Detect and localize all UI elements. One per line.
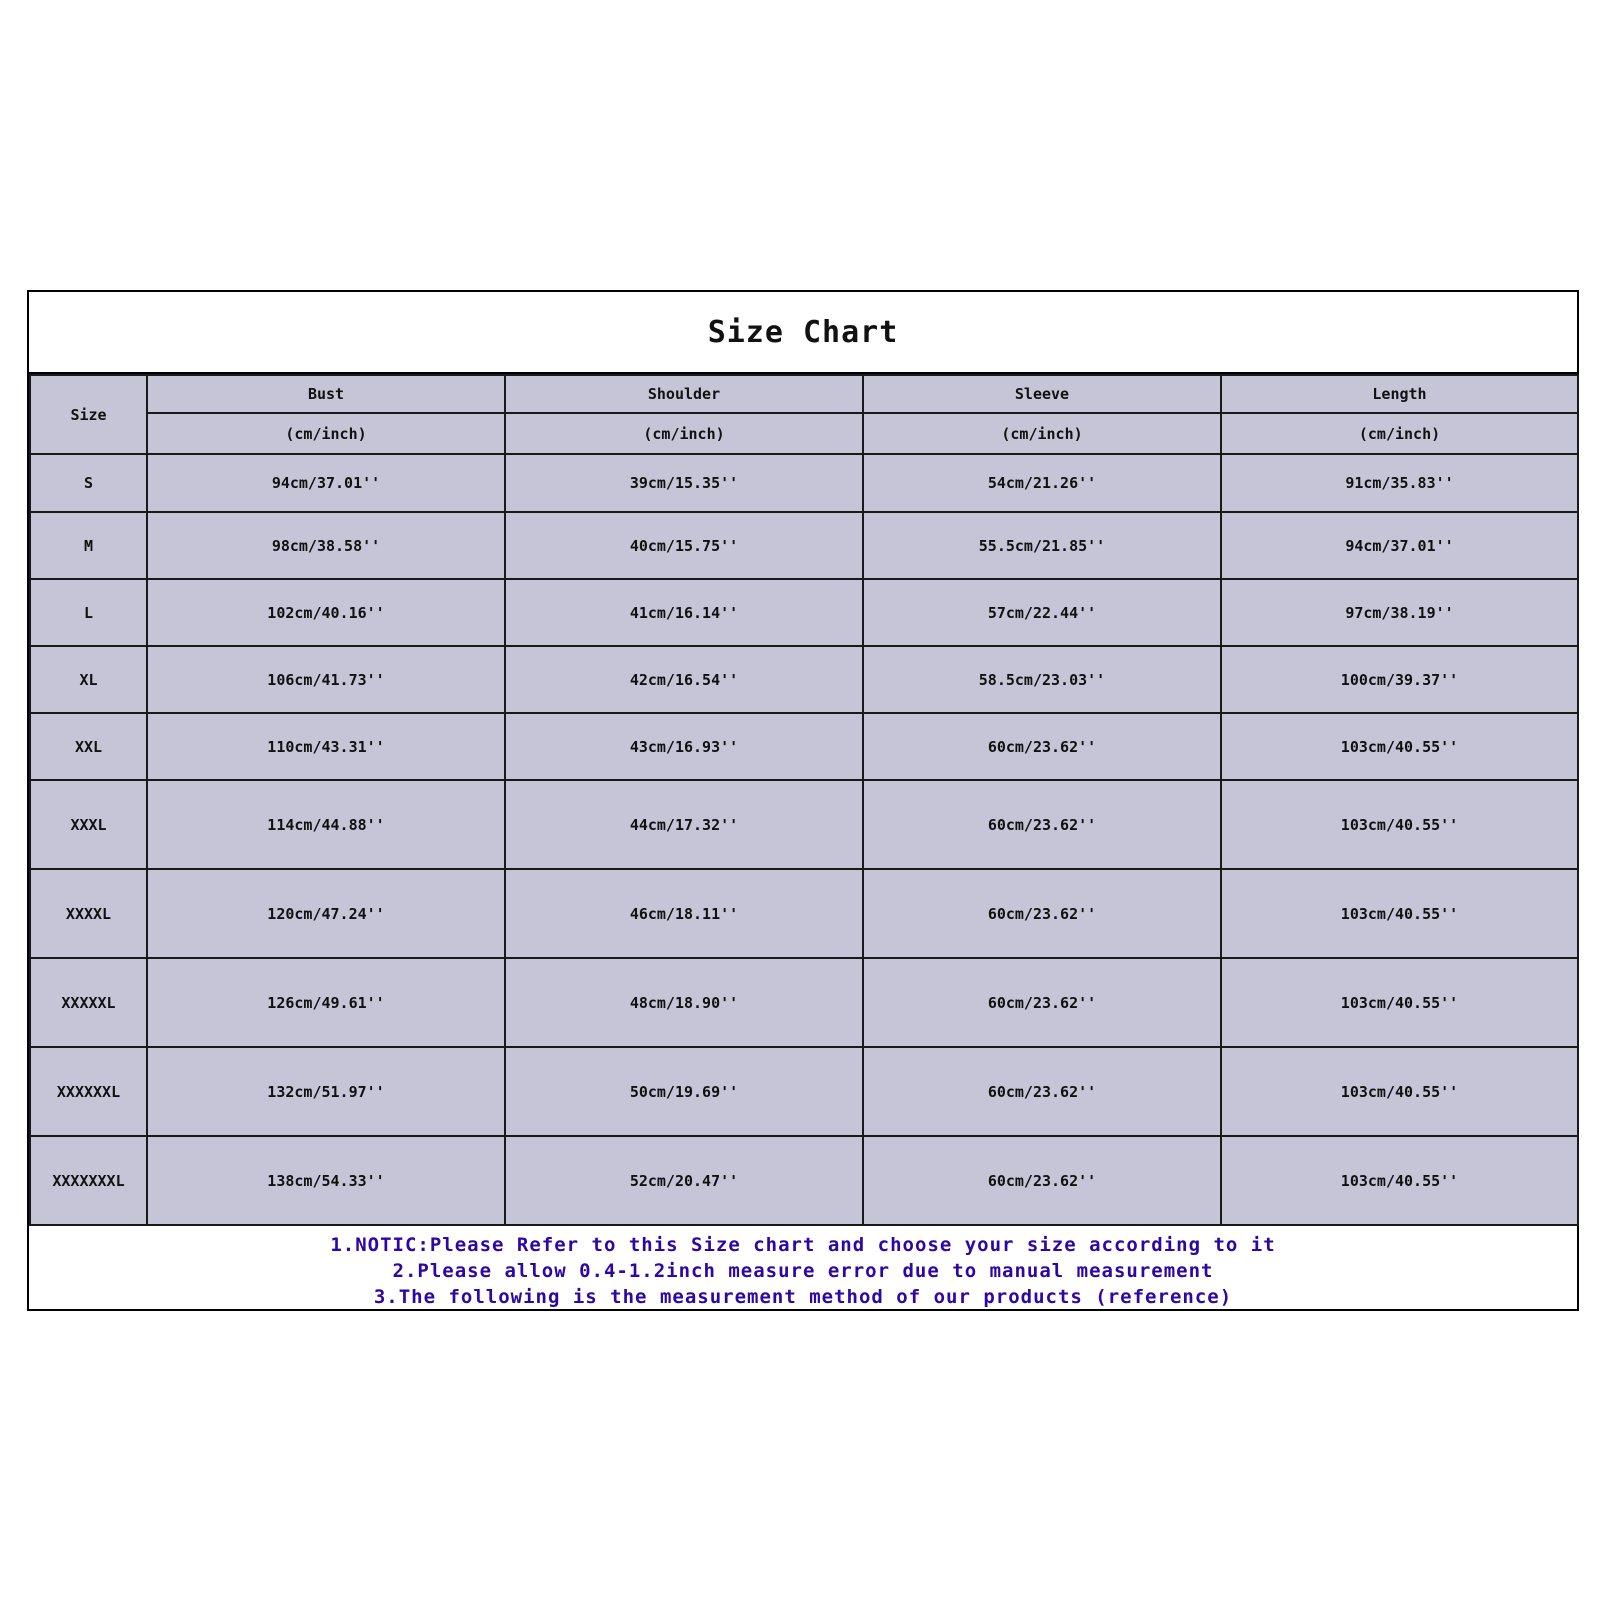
sleeve-cell: 60cm/23.62''	[863, 958, 1221, 1047]
sleeve-cell: 57cm/22.44''	[863, 579, 1221, 646]
bust-cell: 138cm/54.33''	[147, 1136, 505, 1225]
size-cell: XXXXL	[30, 869, 147, 958]
length-cell: 103cm/40.55''	[1221, 713, 1578, 780]
sleeve-cell: 58.5cm/23.03''	[863, 646, 1221, 713]
sleeve-column-header: Sleeve	[863, 375, 1221, 413]
sleeve-cell: 60cm/23.62''	[863, 869, 1221, 958]
table-row	[30, 713, 1578, 780]
bust-unit-label: (cm/inch)	[147, 413, 505, 454]
table-row	[30, 454, 1578, 512]
bust-cell: 132cm/51.97''	[147, 1047, 505, 1136]
size-cell: XL	[30, 646, 147, 713]
bust-cell: 114cm/44.88''	[147, 780, 505, 869]
shoulder-unit-label: (cm/inch)	[505, 413, 863, 454]
shoulder-cell: 41cm/16.14''	[505, 579, 863, 646]
size-cell: S	[30, 454, 147, 512]
header-row-units	[30, 413, 1578, 454]
size-cell: XXXXXL	[30, 958, 147, 1047]
sleeve-cell: 55.5cm/21.85''	[863, 512, 1221, 579]
bust-cell: 120cm/47.24''	[147, 869, 505, 958]
chart-title: Size Chart	[707, 314, 899, 350]
sleeve-cell: 60cm/23.62''	[863, 1136, 1221, 1225]
bust-cell: 126cm/49.61''	[147, 958, 505, 1047]
bust-cell: 110cm/43.31''	[147, 713, 505, 780]
table-row	[30, 646, 1578, 713]
size-chart-frame	[27, 290, 1579, 1311]
length-cell: 97cm/38.19''	[1221, 579, 1578, 646]
length-cell: 103cm/40.55''	[1221, 1047, 1578, 1136]
sleeve-cell: 54cm/21.26''	[863, 454, 1221, 512]
title-band	[29, 292, 1577, 374]
length-cell: 103cm/40.55''	[1221, 958, 1578, 1047]
sleeve-cell: 60cm/23.62''	[863, 1047, 1221, 1136]
length-cell: 103cm/40.55''	[1221, 1136, 1578, 1225]
header-row-names	[30, 375, 1578, 413]
bust-cell: 106cm/41.73''	[147, 646, 505, 713]
note-line: 3.The following is the measurement method of our products (reference)	[373, 1285, 1233, 1308]
sleeve-cell: 60cm/23.62''	[863, 713, 1221, 780]
shoulder-cell: 43cm/16.93''	[505, 713, 863, 780]
shoulder-cell: 46cm/18.11''	[505, 869, 863, 958]
table-row	[30, 512, 1578, 579]
table-row	[30, 958, 1578, 1047]
size-cell: XXXXXXL	[30, 1047, 147, 1136]
table-row	[30, 869, 1578, 958]
size-cell: XXL	[30, 713, 147, 780]
shoulder-cell: 40cm/15.75''	[505, 512, 863, 579]
length-cell: 103cm/40.55''	[1221, 780, 1578, 869]
bust-cell: 98cm/38.58''	[147, 512, 505, 579]
table-row	[30, 1047, 1578, 1136]
shoulder-cell: 39cm/15.35''	[505, 454, 863, 512]
shoulder-cell: 52cm/20.47''	[505, 1136, 863, 1225]
size-cell: XXXL	[30, 780, 147, 869]
shoulder-column-header: Shoulder	[505, 375, 863, 413]
table-row	[30, 579, 1578, 646]
bust-column-header: Bust	[147, 375, 505, 413]
length-cell: 94cm/37.01''	[1221, 512, 1578, 579]
sleeve-cell: 60cm/23.62''	[863, 780, 1221, 869]
notes-block	[29, 1230, 1577, 1311]
bust-cell: 102cm/40.16''	[147, 579, 505, 646]
length-cell: 100cm/39.37''	[1221, 646, 1578, 713]
size-column-header: Size	[30, 375, 147, 454]
size-cell: XXXXXXXL	[30, 1136, 147, 1225]
size-cell: L	[30, 579, 147, 646]
table-row	[30, 780, 1578, 869]
length-cell: 103cm/40.55''	[1221, 869, 1578, 958]
length-column-header: Length	[1221, 375, 1578, 413]
size-cell: M	[30, 512, 147, 579]
note-line: 1.NOTIC:Please Refer to this Size chart and choose your size according to it	[330, 1233, 1276, 1256]
table-row	[30, 1136, 1578, 1225]
shoulder-cell: 44cm/17.32''	[505, 780, 863, 869]
note-line: 2.Please allow 0.4-1.2inch measure error due to manual measurement	[392, 1259, 1214, 1282]
sleeve-unit-label: (cm/inch)	[863, 413, 1221, 454]
size-table	[29, 374, 1579, 1226]
length-cell: 91cm/35.83''	[1221, 454, 1578, 512]
bust-cell: 94cm/37.01''	[147, 454, 505, 512]
shoulder-cell: 42cm/16.54''	[505, 646, 863, 713]
shoulder-cell: 48cm/18.90''	[505, 958, 863, 1047]
shoulder-cell: 50cm/19.69''	[505, 1047, 863, 1136]
length-unit-label: (cm/inch)	[1221, 413, 1578, 454]
